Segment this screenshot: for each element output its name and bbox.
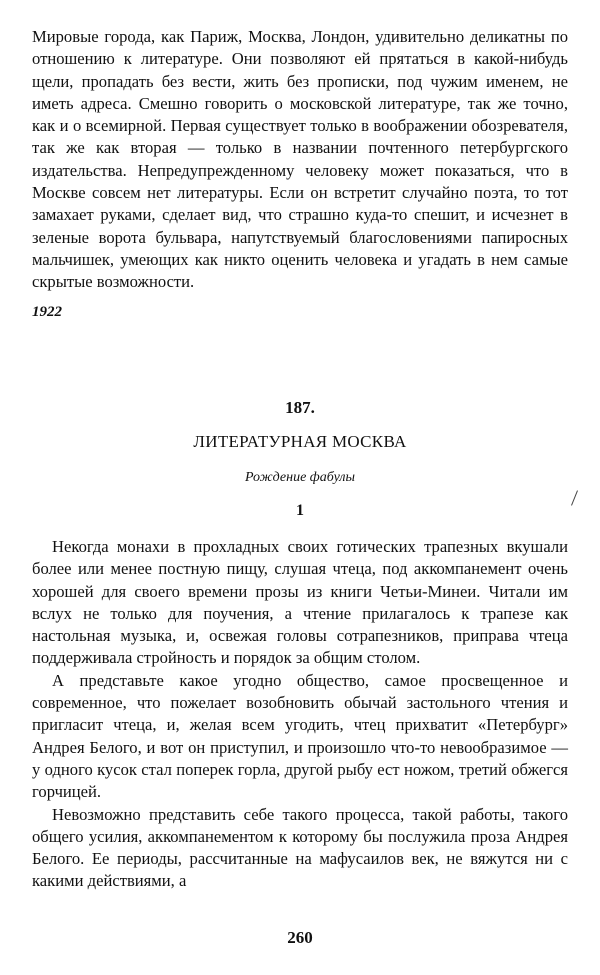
paragraph: Невозможно представить себе такого процесса, такой работы, такого общего усилия, аккомпанементом к которому бы послужила проза Андрея Белого. Ее периоды, рассчитанные на мафусаилов век, не вяжутся ни с какими действиями, а [32,804,568,891]
section-number: 1 [296,502,304,519]
pencil-mark [571,490,578,505]
article-subtitle: Рождение фабулы [244,470,356,485]
paragraph: А представьте какое угодно общество, самое просвещенное и современное, что пожелает возобновить обычай застольного чтения и пригласит чтеца, и, желая всем угодить, чтец прихватит «Петербург» Андрея Белого, и вот он приступил, и произошло что-то невообразимое — у одного кусок стал поперек горла, другой рыбу ест ножом, третий обжегся горчицей. [32,670,568,802]
date: 1922 [32,303,62,320]
page-number: 260 [287,928,313,947]
top-paragraph: Мировые города, как Париж, Москва, Лондон, удивительно деликатны по отношению к литературе. Они позволяют ей прятаться в какой-нибудь щели, пропадать без вести, жить без прописки, под чужим именем, не иметь адреса. Смешно говорить о московской литературе, так же точно, как и о всемирной. Первая существует только в воображении обозревателя, так же как вторая — только в названии почтенного петербургского издательства. Непредупрежденному человеку может показаться, что в Москве совсем нет литературы. Если он встретит случайно поэта, то тот замахает руками, сделает вид, что страшно куда-то спешит, и исчезнет в зеленые ворота бульвара, напутствуемый благословениями папиросных мальчишек, умеющих как никто оценить человека и угадать в нем самые скрытые возможности. [32,27,568,292]
article-body [32,536,568,893]
article-number: 187. [285,398,315,417]
paragraph: Некогда монахи в прохладных своих готических трапезных вкушали более или менее постную пищу, слушая чтеца, под аккомпанемент очень хорошей для своего времени прозы из книги Четьи-Минеи. Читали им вслух не только для поучения, а чтение прилагалось к трапезе как настольная музыка, и, освежая головы сотрапезников, приправа чтеца поддерживала стройность и порядок за общим столом. [32,537,568,668]
article-title: ЛИТЕРАТУРНАЯ МОСКВА [193,432,407,451]
page-content [32,26,568,891]
